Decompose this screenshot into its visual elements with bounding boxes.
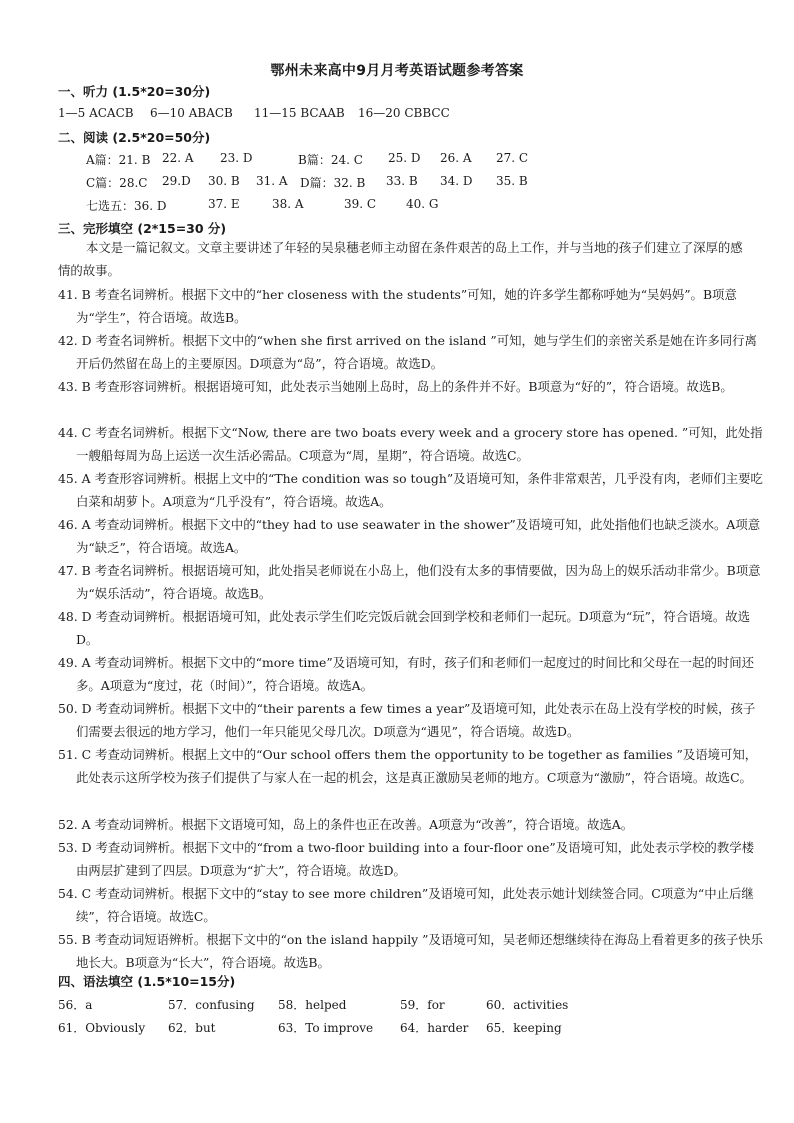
cloze-item-explanation: 考查动词辨析。根据语境可知，此处表示学生们吃完饭后就会回到学校和老师们一起玩。D项意为“玩”，符合语境。故选D。 — [76, 609, 751, 648]
cloze-item-explanation: 考查动词辨析。根据下文中的“stay to see more children”及语境可知，此处表示她计划续签合同。C项意为“中止后继续”，符合语境。故选C。 — [76, 886, 754, 925]
reading-answer: 35. B — [496, 174, 528, 188]
reading-answer: 31. A — [256, 174, 288, 188]
grammar-answer: 56．a — [58, 998, 93, 1012]
cloze-item-answer: 47. B — [58, 563, 91, 578]
grammar-answer: 60．activities — [486, 998, 569, 1012]
section-reading-heading: 二、阅读 (2.5*20=50分) — [58, 130, 211, 145]
reading-answer: 29.D — [162, 174, 191, 188]
reading-answer: 23. D — [220, 151, 253, 165]
reading-answer: B篇：24. C — [298, 153, 363, 167]
cloze-item-answer: 42. D — [58, 333, 92, 348]
reading-answer: A篇：21. B — [86, 153, 151, 167]
cloze-item-answer: 50. D — [58, 701, 92, 716]
cloze-item-explanation: 考查名词辨析。根据下文中的“her closeness with the students”可知，她的许多学生都称呼她为“吴妈妈”。B项意为“学生”，符合语境。故选B。 — [76, 287, 737, 326]
cloze-item-explanation: 考查动词辨析。根据下文中的“from a two-floor building into a four-floor one”及语境可知，此处表示学校的教学楼由两层扩建到了四层。D项意为“扩大”，符合语境。故选D。 — [76, 840, 754, 879]
cloze-item-explanation: 考查形容词辨析。根据上文中的“The condition was so tough”及语境可知，条件非常艰苦，几乎没有肉，老师们主要吃白菜和胡萝卜。A项意为“几乎没有”，符合语境。故选A。 — [76, 471, 763, 510]
listening-answer: 1—5 ACACB — [58, 106, 134, 120]
cloze-item-explanation: 考查名词辨析。根据语境可知，此处指吴老师说在小岛上，他们没有太多的事情要做，因为岛上的娱乐活动非常少。B项意为“娱乐活动”，符合语境。故选B。 — [76, 563, 761, 602]
reading-answer: C篇：28.C — [86, 176, 148, 190]
reading-answer: 26. A — [440, 151, 472, 165]
reading-answer: 33. B — [386, 174, 418, 188]
cloze-item-answer: 48. D — [58, 609, 92, 624]
cloze-item-explanation: 考查动词辨析。根据下文中的“more time”及语境可知，有时，孩子们和老师们一起度过的时间比和父母在一起的时间还多。A项意为“度过，花（时间）”，符合语境。故选A。 — [76, 655, 755, 694]
grammar-answer: 61．Obviously — [58, 1021, 146, 1035]
cloze-item-explanation: 考查名词辨析。根据下文中的“when she first arrived on the island ”可知，她与学生们的亲密关系是她在许多同行离开后仍然留在岛上的主要原因。D项意为“岛”，符合语境。故选D。 — [76, 333, 757, 372]
grammar-answer: 58．helped — [278, 998, 347, 1012]
cloze-item — [58, 697, 766, 743]
listening-answer: 16—20 CBBCC — [358, 106, 450, 120]
cloze-item-explanation: 考查动词辨析。根据下文语境可知，岛上的条件也正在改善。A项意为“改善”，符合语境。故选A。 — [94, 817, 634, 832]
cloze-item-explanation: 考查动词短语辨析。根据下文中的“on the island happily ”及语境可知，吴老师还想继续待在海岛上看着更多的孩子快乐地长大。B项意为“长大”，符合语境。故选B。 — [76, 932, 764, 971]
cloze-item-answer: 53. D — [58, 840, 92, 855]
cloze-item — [58, 467, 766, 513]
cloze-item — [58, 813, 766, 836]
section-grammar-heading: 四、语法填空 (1.5*10=15分) — [58, 974, 236, 989]
reading-answer: 25. D — [388, 151, 421, 165]
cloze-item-answer: 45. A — [58, 471, 91, 486]
cloze-item-explanation: 考查动词辨析。根据上文中的“Our school offers them the opportunity to be together as families ”及语境可知，此处表示这所学校为孩子们提供了与家人在一起的机会，这是真正激励吴老师的地方。C项意为“激励”，符合语境。故选C。 — [76, 747, 758, 786]
section-listening-heading: 一、听力 (1.5*20=30分) — [58, 84, 211, 99]
page-title: 鄂州未来高中9月月考英语试题参考答案 — [270, 63, 524, 79]
cloze-item-answer: 46. A — [58, 517, 91, 532]
cloze-item — [58, 559, 766, 605]
cloze-item-explanation: 考查形容词辨析。根据语境可知，此处表示当她刚上岛时，岛上的条件并不好。B项意为“好的”，符合语境。故选B。 — [94, 379, 733, 394]
cloze-item — [58, 375, 766, 398]
reading-answer: 38. A — [272, 197, 304, 211]
listening-answer: 11—15 BCAAB — [254, 106, 345, 120]
reading-answer: 七选五：36. D — [86, 199, 167, 213]
grammar-answer: 57．confusing — [168, 998, 255, 1012]
grammar-answer: 65．keeping — [486, 1021, 562, 1035]
reading-answer: 34. D — [440, 174, 473, 188]
cloze-intro: 本文是一篇记叙文。文章主要讲述了年轻的吴泉穗老师主动留在条件艰苦的岛上工作，并与当地的孩子们建立了深厚的感情的故事。 — [58, 240, 743, 278]
cloze-item-answer: 49. A — [58, 655, 91, 670]
section-cloze-heading: 三、完形填空 (2*15=30 分) — [58, 221, 227, 236]
cloze-item-answer: 54. C — [58, 886, 92, 901]
cloze-item-explanation: 考查动词辨析。根据下文中的“they had to use seawater in the shower”及语境可知，此处指他们也缺乏淡水。A项意为“缺乏”，符合语境。故选A。 — [76, 517, 761, 556]
cloze-item — [58, 882, 766, 928]
cloze-item-explanation: 考查名词辨析。根据下文“Now, there are two boats every week and a grocery store has opened. ”可知，此处指一艘船每周为岛上运送一次生活必需品。C项意为“周，星期”，符合语境。故选C。 — [76, 425, 763, 464]
cloze-item-answer: 52. A — [58, 817, 91, 832]
cloze-item-answer: 55. B — [58, 932, 91, 947]
reading-answer: D篇：32. B — [300, 176, 366, 190]
cloze-item — [58, 743, 766, 789]
cloze-item — [58, 928, 766, 974]
cloze-item-explanation: 考查动词辨析。根据下文中的“their parents a few times a year”及语境可知，此处表示在岛上没有学校的时候，孩子们需要去很远的地方学习，他们一年只能见父母几次。D项意为“遇见”，符合语境。故选D。 — [76, 701, 756, 740]
cloze-item — [58, 329, 766, 375]
grammar-answer: 59．for — [400, 998, 445, 1012]
reading-answer: 30. B — [208, 174, 240, 188]
reading-answer: 27. C — [496, 151, 529, 165]
grammar-answer: 62．but — [168, 1021, 216, 1035]
cloze-item — [58, 283, 766, 329]
reading-answer: 37. E — [208, 197, 240, 211]
cloze-item-answer: 51. C — [58, 747, 92, 762]
listening-answer: 6—10 ABACB — [150, 106, 233, 120]
cloze-item-answer: 44. C — [58, 425, 92, 440]
cloze-item — [58, 605, 766, 651]
cloze-item-answer: 43. B — [58, 379, 91, 394]
reading-answer: 22. A — [162, 151, 194, 165]
grammar-answer: 63．To improve — [278, 1021, 374, 1035]
cloze-item — [58, 513, 766, 559]
grammar-answer: 64．harder — [400, 1021, 469, 1035]
reading-answer: 39. C — [344, 197, 377, 211]
cloze-item-answer: 41. B — [58, 287, 91, 302]
cloze-item — [58, 836, 766, 882]
cloze-item — [58, 651, 766, 697]
cloze-item — [58, 421, 766, 467]
reading-answer: 40. G — [406, 197, 439, 211]
